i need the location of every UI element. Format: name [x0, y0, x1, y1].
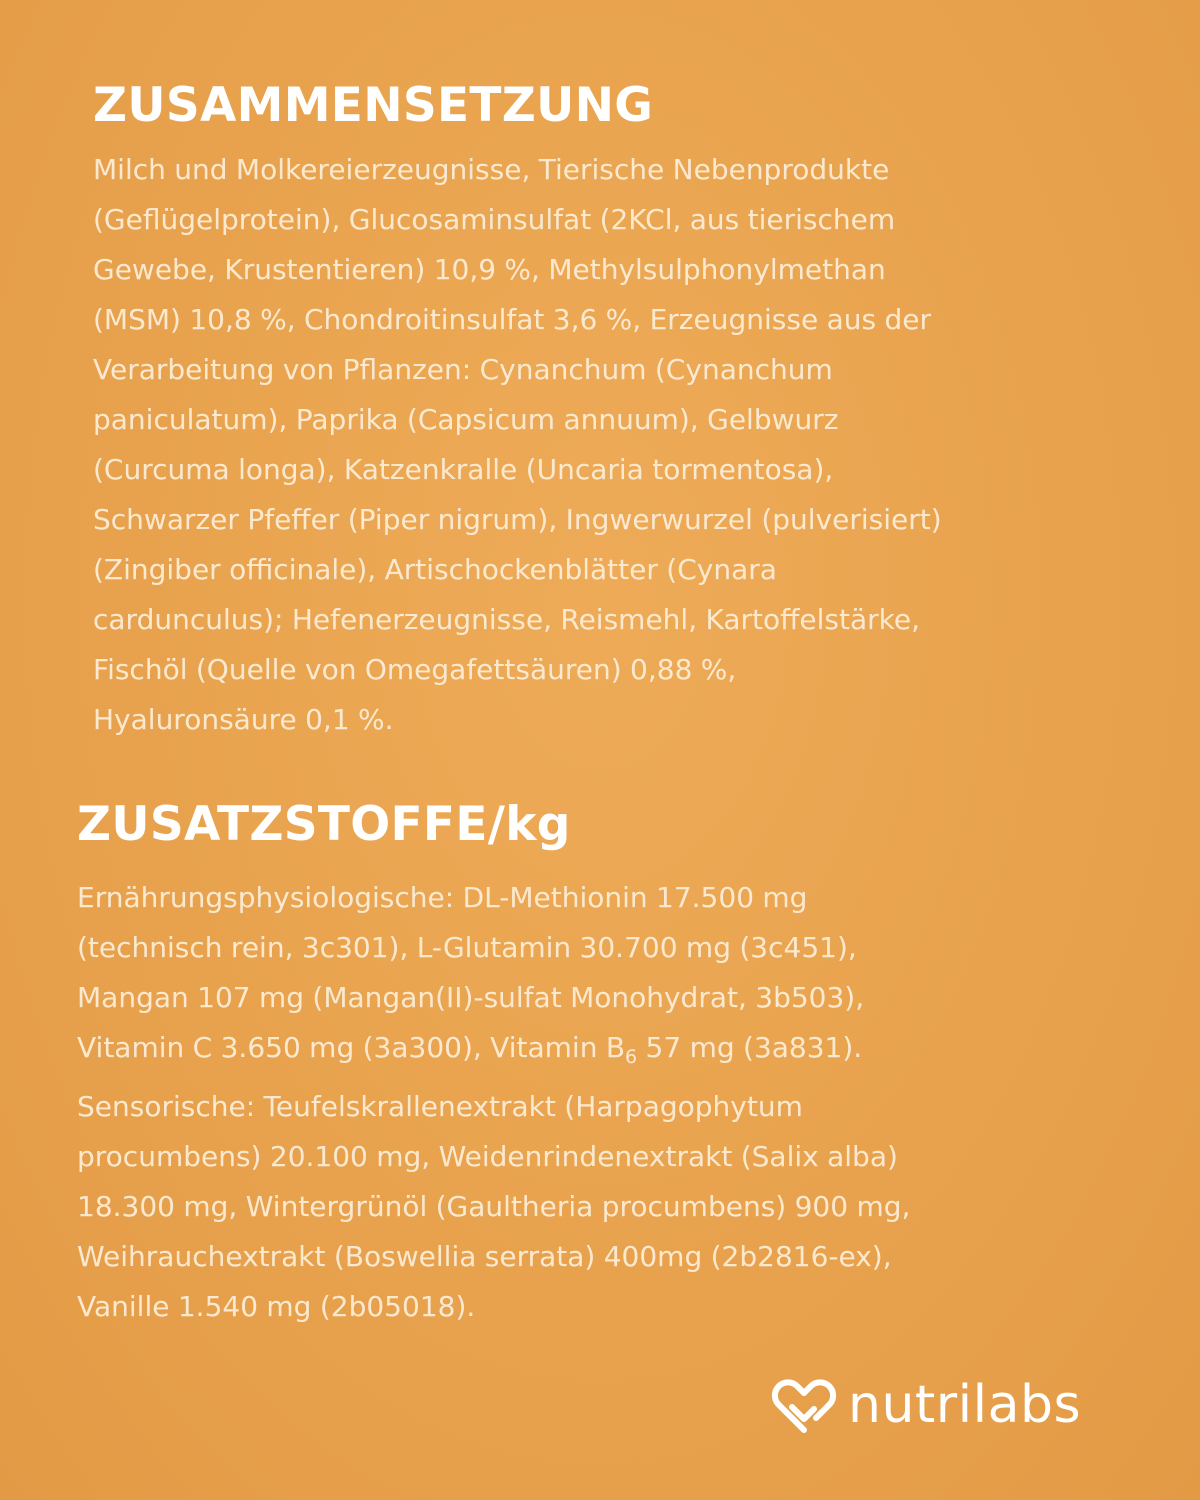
- additives-line: Vanille 1.540 mg (2b05018).: [77, 1290, 476, 1323]
- heart-link-icon: [770, 1374, 838, 1436]
- vitamin-b-tail: 57 mg (3a831).: [637, 1031, 863, 1064]
- composition-line: paniculatum), Paprika (Capsicum annuum), Gelbwurz: [93, 403, 839, 436]
- additives-line: procumbens) 20.100 mg, Weidenrindenextrakt (Salix alba): [77, 1140, 898, 1173]
- additives-line-vitamins: [77, 1023, 1077, 1082]
- additives-line: Mangan 107 mg (Mangan(II)-sulfat Monohydrat, 3b503),: [77, 981, 865, 1014]
- composition-line: (MSM) 10,8 %, Chondroitinsulfat 3,6 %, Erzeugnisse aus der: [93, 303, 931, 336]
- composition-line: Verarbeitung von Pflanzen: Cynanchum (Cynanchum: [93, 353, 833, 386]
- composition-line: Gewebe, Krustentieren) 10,9 %, Methylsulphonylmethan: [93, 253, 886, 286]
- composition-paragraph: [93, 145, 1093, 745]
- composition-line: (Zingiber officinale), Artischockenblätter (Cynara: [93, 553, 777, 586]
- additives-title: ZUSATZSTOFFE/kg: [77, 797, 571, 852]
- composition-line: (Geflügelprotein), Glucosaminsulfat (2KCl, aus tierischem: [93, 203, 896, 236]
- additives-line: Ernährungsphysiologische: DL-Methionin 17.500 mg: [77, 881, 808, 914]
- composition-line: Fischöl (Quelle von Omegafettsäuren) 0,88 %,: [93, 653, 737, 686]
- additives-line: 18.300 mg, Wintergrünöl (Gaultheria procumbens) 900 mg,: [77, 1190, 911, 1223]
- additives-line: (technisch rein, 3c301), L-Glutamin 30.700 mg (3c451),: [77, 931, 857, 964]
- vitamin-b-text: Vitamin C 3.650 mg (3a300), Vitamin B: [77, 1031, 626, 1064]
- composition-line: Schwarzer Pfeffer (Piper nigrum), Ingwerwurzel (pulverisiert): [93, 503, 942, 536]
- composition-line: Milch und Molkereierzeugnisse, Tierische Nebenprodukte: [93, 153, 890, 186]
- composition-line: cardunculus); Hefenerzeugnisse, Reismehl, Kartoffelstärke,: [93, 603, 921, 636]
- vitamin-b-subscript: 6: [625, 1046, 638, 1068]
- composition-line: (Curcuma longa), Katzenkralle (Uncaria tormentosa),: [93, 453, 834, 486]
- brand-logo: [770, 1374, 1081, 1436]
- additives-line: Sensorische: Teufelskrallenextrakt (Harpagophytum: [77, 1090, 803, 1123]
- additives-paragraph: [77, 873, 1077, 1332]
- composition-title: ZUSAMMENSETZUNG: [93, 78, 654, 133]
- additives-line: Weihrauchextrakt (Boswellia serrata) 400mg (2b2816-ex),: [77, 1240, 892, 1273]
- composition-line: Hyaluronsäure 0,1 %.: [93, 703, 394, 736]
- brand-name: nutrilabs: [848, 1375, 1082, 1435]
